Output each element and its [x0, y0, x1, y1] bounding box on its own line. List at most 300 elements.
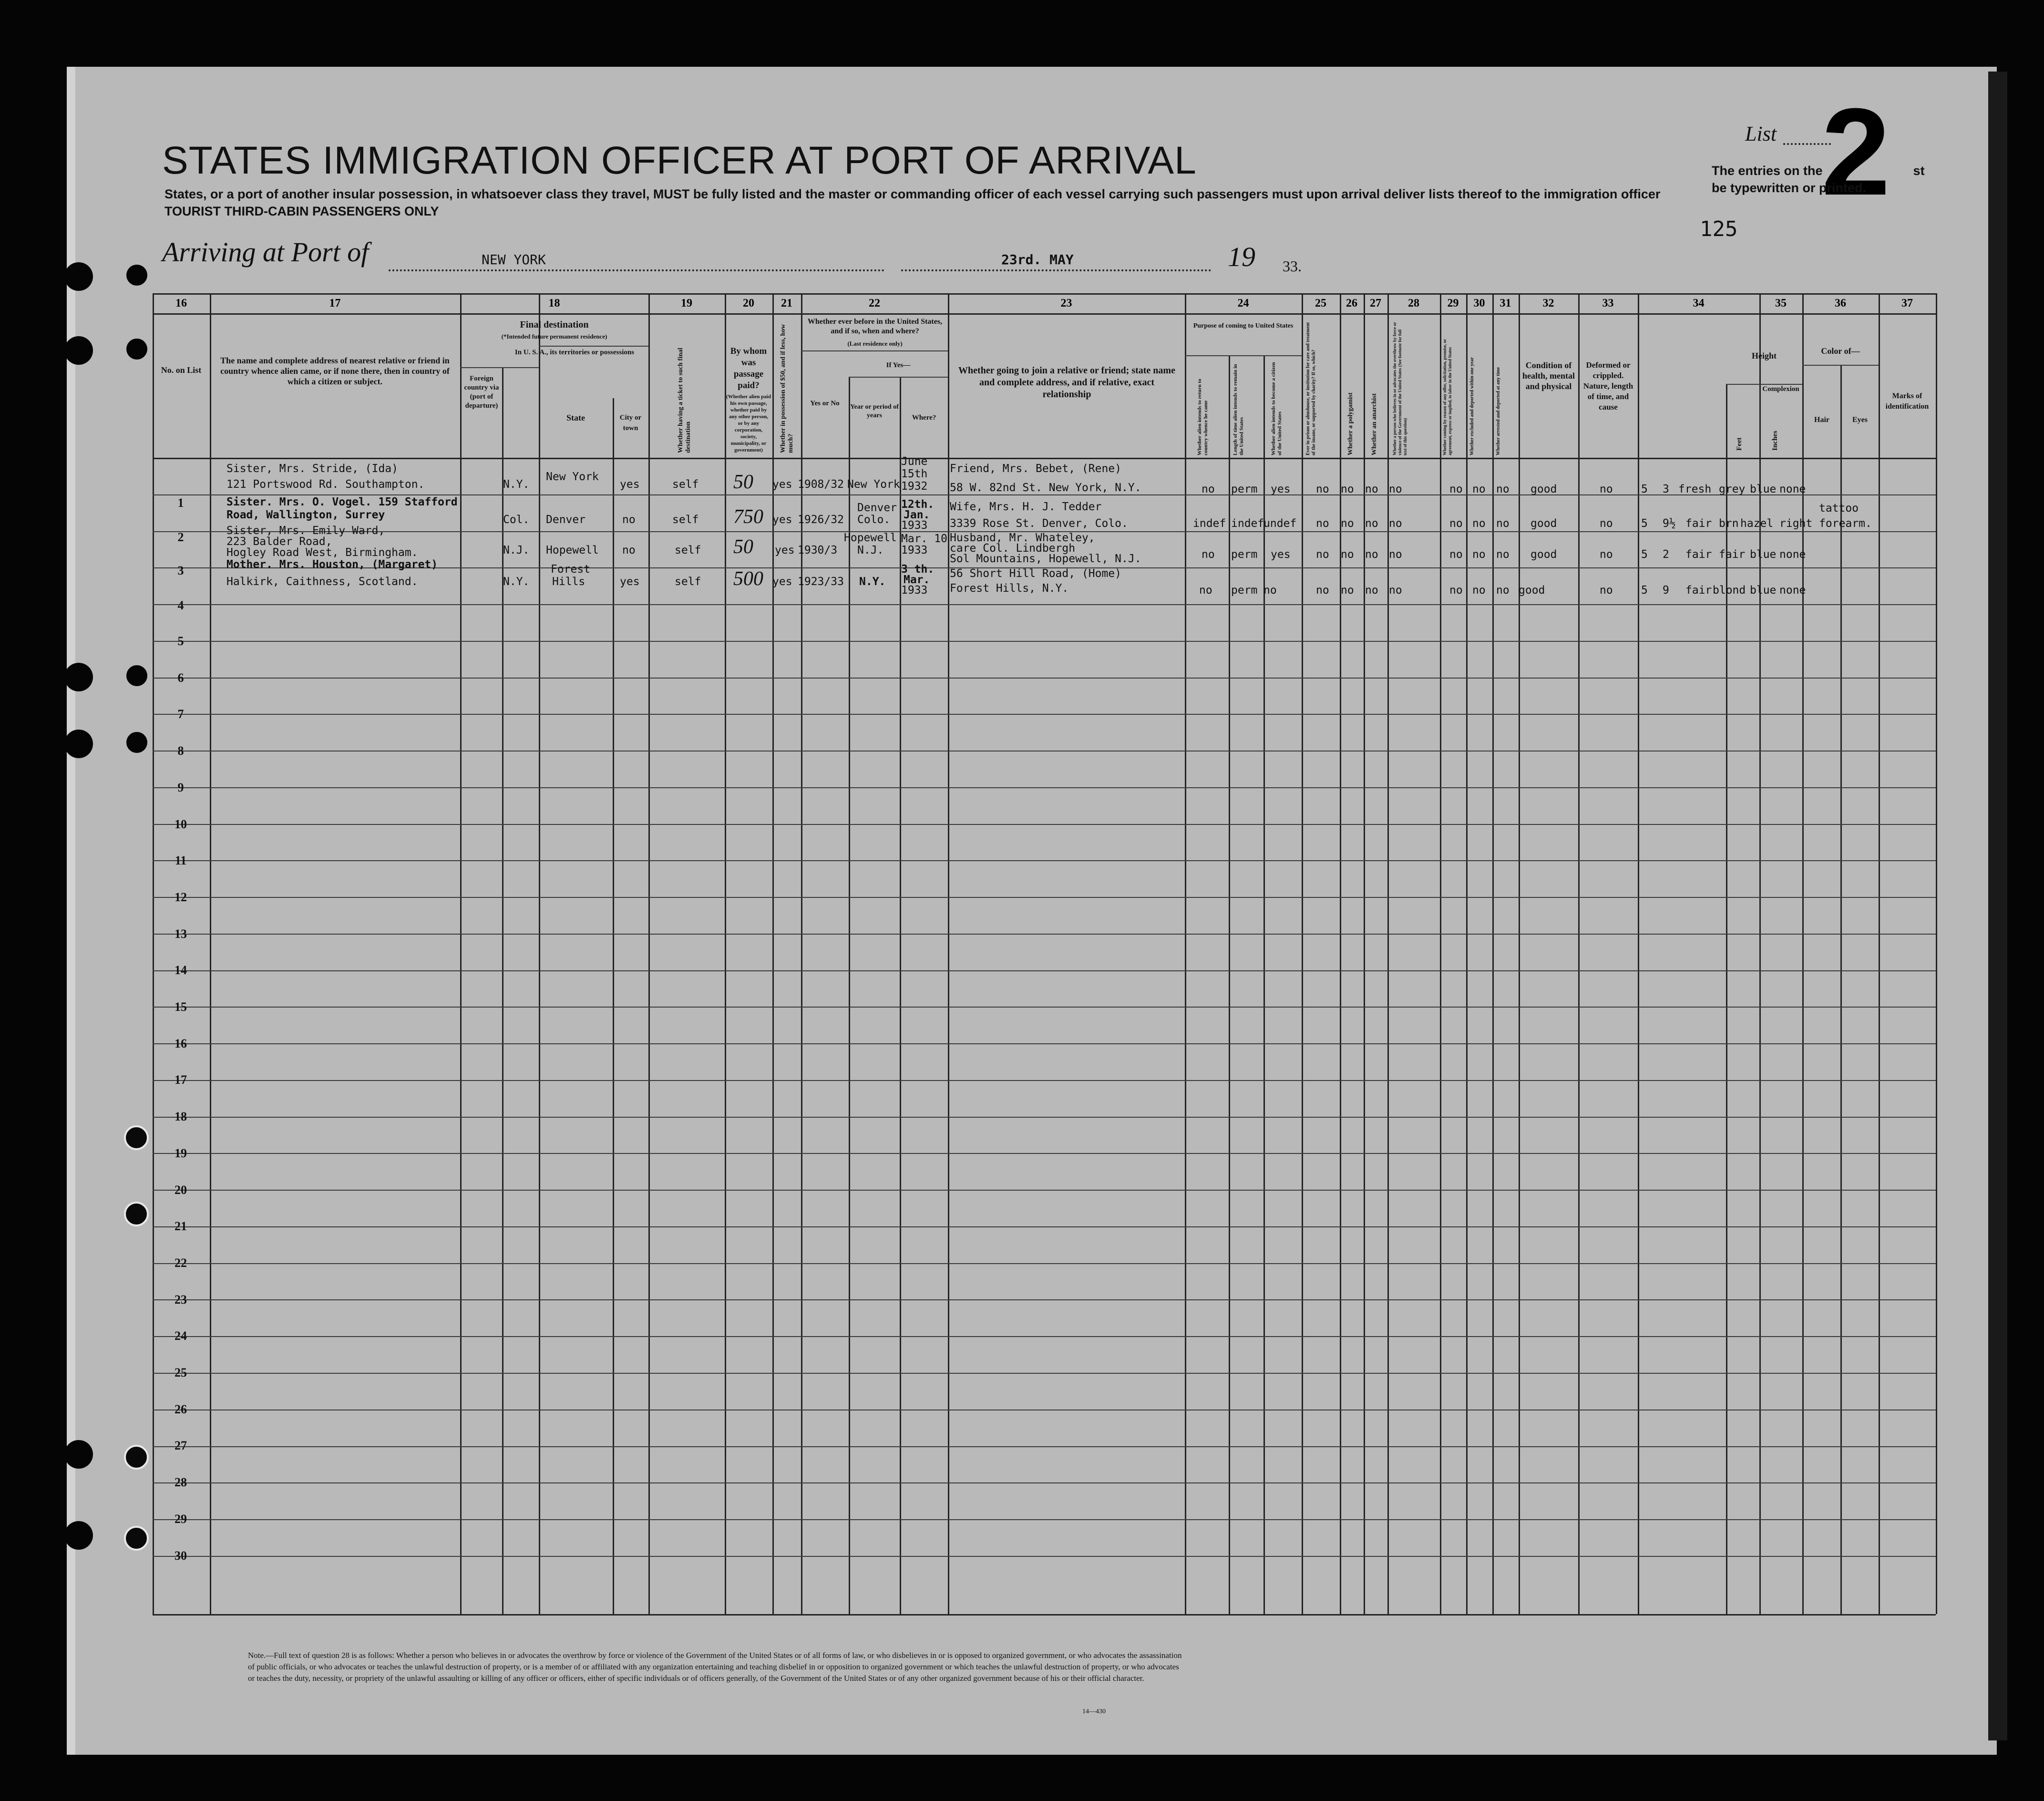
row4-health: good	[1519, 584, 1545, 597]
row3-relative-line3: Hogley Road West, Birmingham.	[226, 546, 418, 559]
row3-q28: no	[1389, 548, 1402, 561]
col-number: 33	[1602, 297, 1614, 309]
col-rule	[1519, 293, 1520, 1614]
row4-poly: no	[1341, 584, 1354, 597]
col-number: 37	[1901, 297, 1913, 309]
row2-inches: 9½	[1663, 517, 1676, 530]
page-number: 125	[1700, 217, 1738, 241]
heading-purpose-length: Length of time alien intends to remain in the United States	[1233, 364, 1244, 455]
row1-complexion: fresh	[1678, 483, 1712, 495]
row2-stay: indef	[1231, 517, 1264, 530]
row1-health: good	[1530, 483, 1557, 495]
binder-hole	[124, 1125, 149, 1150]
row1-relative-line1: Sister, Mrs. Stride, (Ida)	[226, 463, 399, 475]
row-rule	[153, 641, 1936, 642]
row3-health: good	[1530, 548, 1557, 561]
row4-eyes: blue	[1750, 584, 1777, 597]
row2-q29: no	[1449, 517, 1463, 530]
row-number: 5	[177, 634, 184, 648]
row4-return: no	[1199, 584, 1212, 597]
row2-prison: no	[1316, 517, 1329, 530]
row1-return: no	[1202, 483, 1215, 495]
row4-stay: perm	[1231, 584, 1258, 597]
col-rule	[613, 398, 614, 1614]
binder-hole	[64, 1521, 93, 1550]
row-number: 12	[175, 890, 187, 904]
col-number: 23	[1060, 297, 1072, 309]
header-subrule	[539, 346, 648, 347]
row1-hair: grey	[1719, 483, 1746, 495]
row-rule	[153, 678, 1936, 679]
header-subrule	[801, 350, 948, 351]
row4-citizen: no	[1263, 584, 1277, 597]
heading-polygamist: Whether a polygamist	[1347, 392, 1354, 455]
table-rule	[153, 1614, 1936, 1616]
row-number: 1	[177, 496, 184, 510]
header-subrule	[849, 377, 948, 378]
heading-height: Height	[1752, 351, 1777, 360]
row-number: 6	[177, 671, 184, 685]
row2-feet: 5	[1641, 517, 1648, 530]
row1-city: New York	[546, 471, 599, 483]
row4-ever: yes	[772, 576, 792, 588]
subtitle-instructions: States, or a port of another insular possession, in whatsoever class they travel, MUST be fully listed and the master or commanding officer of each vessel carrying such passengers must upon arrival deliver lists thereof to the immigration officer	[164, 187, 1661, 201]
col-rule	[1879, 293, 1880, 1614]
row1-relative-line2: 121 Portswood Rd. Southampton.	[226, 478, 425, 491]
row1-q29: no	[1449, 483, 1463, 495]
row4-city-line1: Forest	[551, 563, 591, 576]
row1-ever: yes	[772, 478, 792, 491]
col-rule	[1302, 293, 1303, 1614]
row1-deformed: no	[1600, 483, 1613, 495]
row2-complexion: fair	[1685, 517, 1712, 530]
heading-color-of: Color of—	[1821, 346, 1860, 356]
row-number: 3	[177, 564, 184, 577]
row1-feet: 5	[1641, 483, 1648, 495]
heading-year-period: Year or period of years	[850, 403, 899, 419]
heading-state: State	[566, 413, 585, 422]
heading-in-usa: In U. S. A., its territories or possessions	[514, 349, 635, 356]
row1-eyes: blue	[1750, 483, 1777, 495]
col-number: 28	[1408, 297, 1419, 309]
heading-where: Where?	[912, 414, 936, 422]
row-rule	[153, 1080, 1936, 1081]
sheet-edge	[1988, 72, 2007, 1740]
row1-join-line1: Friend, Mrs. Bebet, (Rene)	[950, 463, 1122, 475]
row4-inches: 9	[1663, 584, 1669, 597]
row-rule	[153, 1263, 1936, 1264]
row4-relative-line2: Halkirk, Caithness, Scotland.	[226, 576, 418, 588]
col-rule	[772, 293, 774, 1614]
binder-hole	[126, 265, 147, 286]
col-number: 22	[869, 297, 880, 309]
row2-where-line1: Denver	[857, 502, 897, 514]
arrival-date: 23rd. MAY	[1001, 252, 1074, 268]
col-rule	[648, 293, 650, 1614]
row2-state: Col.	[503, 514, 530, 526]
subtitle-class: TOURIST THIRD-CABIN PASSENGERS ONLY	[164, 204, 439, 218]
row3-where-line1: Hopewell	[844, 532, 897, 544]
row-rule	[153, 1226, 1936, 1227]
row1-stay: perm	[1231, 483, 1258, 495]
heading-hair: Hair	[1814, 416, 1829, 424]
row3-city: Hopewell	[546, 544, 599, 556]
col-number: 36	[1835, 297, 1846, 309]
col-number: 21	[781, 297, 792, 309]
row2-q30: no	[1472, 517, 1486, 530]
row3-poly: no	[1341, 548, 1354, 561]
row3-anarch: no	[1365, 548, 1378, 561]
col-number: 29	[1447, 297, 1459, 309]
col-rule	[460, 293, 462, 1614]
row1-q28: no	[1389, 483, 1402, 495]
row3-paid: self	[675, 544, 701, 556]
row3-money: 50	[733, 536, 753, 558]
row-rule	[153, 1153, 1936, 1154]
row2-join-line1: Wife, Mrs. H. J. Tedder	[950, 501, 1102, 513]
row-number: 9	[177, 781, 184, 794]
col-rule	[1466, 293, 1468, 1614]
col-rule	[1638, 293, 1639, 1614]
row3-marks: none	[1779, 548, 1806, 561]
row1-where: New York	[847, 478, 900, 491]
col-number: 31	[1500, 297, 1511, 309]
table-rule	[153, 293, 1936, 295]
col-number: 26	[1346, 297, 1357, 309]
row3-complexion: fair	[1685, 548, 1712, 561]
row-number: 27	[175, 1439, 187, 1452]
row-number: 7	[177, 707, 184, 721]
row3-prison: no	[1316, 548, 1329, 561]
form-number: 14—430	[1082, 1708, 1106, 1715]
row2-return: indef	[1193, 517, 1226, 530]
heading-feet: Feet	[1736, 437, 1743, 451]
row-number: 24	[175, 1329, 187, 1343]
heading-if-yes: If Yes—	[886, 361, 911, 369]
entries-note	[1712, 162, 1925, 196]
row2-relative-line2: Road, Wallington, Surrey	[226, 509, 385, 521]
row3-ever: yes	[775, 544, 795, 556]
col-number: 18	[548, 297, 560, 309]
row-rule	[153, 1336, 1936, 1337]
col-number: 32	[1542, 297, 1554, 309]
row-rule	[153, 714, 1936, 715]
row4-years: 1923/33	[798, 576, 844, 588]
col-number: 20	[743, 297, 754, 309]
row-number: 15	[175, 1000, 187, 1014]
col-rule	[1492, 293, 1494, 1614]
row-rule	[153, 1117, 1936, 1118]
row-number: 30	[175, 1549, 187, 1563]
col-rule	[1440, 293, 1441, 1614]
col-number: 17	[329, 297, 341, 309]
col-number: 19	[681, 297, 692, 309]
row3-stay: perm	[1231, 548, 1258, 561]
row-rule	[153, 897, 1936, 898]
row4-paid: self	[675, 576, 701, 588]
row3-deformed: no	[1600, 548, 1613, 561]
binder-hole	[126, 665, 147, 686]
row-rule	[153, 1373, 1936, 1374]
row-number: 29	[175, 1512, 187, 1526]
col-number: 35	[1775, 297, 1787, 309]
header-subrule	[1185, 355, 1302, 356]
col-number: 16	[175, 297, 187, 309]
heading-q30: Whether excluded and deported within one year	[1469, 357, 1475, 455]
row1-inches: 3	[1663, 483, 1669, 495]
heading-ever-before-note: (Last residence only)	[847, 340, 903, 347]
row2-city: Denver	[546, 514, 586, 526]
row-number: 2	[177, 530, 184, 544]
row-number: 17	[175, 1073, 187, 1087]
row-rule	[153, 787, 1936, 788]
row3-q31: no	[1496, 548, 1510, 561]
row3-join-line2: care Col. Lindbergh	[950, 542, 1076, 555]
row2-dep-line2: Jan.	[904, 509, 930, 521]
row4-money: 500	[733, 568, 763, 590]
col-number: 27	[1370, 297, 1381, 309]
row2-money: 750	[733, 506, 763, 528]
row-number: 14	[175, 963, 187, 977]
col-rule	[1263, 355, 1265, 1614]
heading-deformed: Deformed or crippled. Nature, length of time, and cause	[1583, 360, 1633, 412]
row-rule	[153, 860, 1936, 861]
row3-relative-line1: Sister, Mrs. Emily Ward,	[226, 525, 385, 537]
year-suffix: 33.	[1283, 257, 1302, 275]
entries-note-line1: The entries on the	[1712, 164, 1823, 178]
heading-health: Condition of health, mental and physical	[1522, 360, 1575, 391]
list-number: 2	[1821, 83, 1890, 221]
heading-complexion: Complexion	[1762, 385, 1799, 393]
row4-dep-line1: 3 th.	[901, 563, 935, 576]
row3-q30: no	[1472, 548, 1486, 561]
heading-q31: Whether arrested and deported at any time	[1496, 367, 1501, 455]
col-rule	[801, 293, 802, 1614]
row1-anarch: no	[1365, 483, 1378, 495]
row-rule	[153, 1299, 1936, 1300]
row4-complexion: fair	[1685, 584, 1712, 597]
row3-dep-line2: 1933	[901, 544, 928, 556]
row-rule	[153, 1556, 1936, 1557]
row1-dep-line3: 1932	[901, 480, 928, 493]
row4-hair: blond	[1713, 584, 1746, 597]
row-number: 26	[175, 1402, 187, 1416]
row-number: 28	[175, 1475, 187, 1489]
row2-deformed: no	[1600, 517, 1613, 530]
row2-ever: yes	[772, 514, 792, 526]
row1-marks: none	[1779, 483, 1806, 495]
row3-eyes: blue	[1750, 548, 1777, 561]
manifest-table	[153, 293, 1936, 1614]
row-number: 13	[175, 927, 187, 941]
row-number: 25	[175, 1366, 187, 1379]
heading-possession: Whether in possession of $50, and if less, how much?	[780, 324, 794, 453]
col-number: 24	[1237, 297, 1249, 309]
binder-hole	[64, 730, 93, 758]
col-rule	[849, 377, 850, 1614]
row3-ticket: no	[622, 544, 636, 556]
binder-hole	[124, 1526, 149, 1551]
row2-hair: brn	[1719, 517, 1739, 530]
heading-by-whom-note: (Whether alien paid his own passage, whether paid by any other person, or by any corporation, society, municipality, or government)	[726, 394, 771, 453]
heading-purpose: Purpose of coming to United States	[1193, 322, 1294, 329]
row-number: 21	[175, 1219, 187, 1233]
row4-city: Hills	[552, 576, 585, 588]
row-rule	[153, 934, 1936, 935]
row4-q30: no	[1472, 584, 1486, 597]
row2-poly: no	[1341, 517, 1354, 530]
row4-join-line1: 56 Short Hill Road, (Home)	[950, 567, 1122, 580]
col-rule	[900, 377, 901, 1614]
row1-q31: no	[1496, 483, 1510, 495]
row3-dep-line1: Mar. 10	[901, 533, 947, 545]
heading-purpose-citizen: Whether alien intends to become a citizen of the United States	[1271, 362, 1283, 455]
row1-years: 1908/32	[798, 478, 844, 491]
row2-health: good	[1530, 517, 1557, 530]
row3-return: no	[1202, 548, 1215, 561]
row4-feet: 5	[1641, 584, 1648, 597]
row2-marks: right forearm.	[1779, 517, 1872, 530]
heading-ever-before: Whether ever before in the United States, and if so, when and where?	[807, 318, 943, 335]
heading-purpose-return: Whether alien intends to return to country whence he came	[1197, 379, 1209, 455]
row2-marks-line1: tattoo	[1819, 502, 1859, 515]
binder-hole	[126, 339, 147, 360]
row1-citizen: yes	[1271, 483, 1291, 495]
col-number: 30	[1473, 297, 1485, 309]
row2-eyes: hazel	[1740, 517, 1774, 530]
row4-relative-line1: Mother. Mrs. Houston, (Margaret)	[226, 558, 438, 571]
col-rule	[1185, 293, 1186, 1614]
row4-state: N.Y.	[503, 576, 530, 588]
row4-deformed: no	[1600, 584, 1613, 597]
row1-join-line2: 58 W. 82nd St. New York, N.Y.	[950, 482, 1141, 494]
row3-citizen: yes	[1271, 548, 1291, 561]
heading-final-destination: Final destination	[520, 319, 589, 330]
row2-ticket: no	[622, 514, 636, 526]
row3-feet: 5	[1641, 548, 1648, 561]
heading-marks: Marks of identification	[1885, 392, 1929, 411]
row-number: 19	[175, 1146, 187, 1160]
row-rule	[153, 824, 1936, 825]
row-number: 8	[177, 744, 184, 758]
row1-state: N.Y.	[503, 478, 530, 491]
row4-ticket: yes	[620, 576, 640, 588]
col-rule	[1936, 293, 1937, 1614]
heading-anarchist: Whether an anarchist	[1371, 393, 1378, 455]
row2-citizen: undef	[1263, 517, 1297, 530]
col-number: 25	[1315, 297, 1326, 309]
row4-dep-line2: Mar.	[904, 574, 930, 586]
row4-q29: no	[1449, 584, 1463, 597]
binder-hole	[64, 262, 93, 291]
row1-prison: no	[1316, 483, 1329, 495]
heading-prison: Ever in prison or almshouse, or institution for care and treatment of the insane, or supported by charity? If so, which?	[1305, 322, 1316, 455]
heading-ticket: Whether having a ticket to such final destination	[677, 348, 692, 453]
col-rule	[1726, 384, 1727, 1614]
row4-q28: no	[1389, 584, 1402, 597]
row3-years: 1930/3	[798, 544, 838, 556]
heading-q29: Whether coming by reason of any offer, solicitation, promise, or agreement, express or implied, to labor in the United States	[1442, 339, 1452, 455]
row3-hair: fair	[1719, 548, 1746, 561]
binder-hole	[124, 1445, 149, 1470]
row4-marks: none	[1779, 584, 1806, 597]
heading-final-destination-note: (*Intended future permanent residence)	[501, 333, 607, 340]
row2-dep-line3: 1933	[901, 519, 928, 532]
row-number: 23	[175, 1293, 187, 1307]
row-rule	[153, 970, 1936, 971]
row1-q30: no	[1472, 483, 1486, 495]
row-rule	[153, 1519, 1936, 1520]
row-rule	[153, 604, 1936, 605]
row4-where: N.Y.	[859, 576, 886, 588]
row2-join-line2: 3339 Rose St. Denver, Colo.	[950, 517, 1128, 530]
entries-note-line2: be typewritten or printed.	[1712, 181, 1867, 195]
col-rule	[725, 293, 726, 1614]
heading-eyes: Eyes	[1852, 416, 1868, 424]
row-number: 18	[175, 1110, 187, 1123]
row1-poly: no	[1341, 483, 1354, 495]
row3-join-line3: Sol Mountains, Hopewell, N.J.	[950, 553, 1141, 565]
heading-by-whom: By whom was passage paid?	[730, 346, 767, 391]
binder-hole	[64, 336, 93, 365]
heading-join-relative: Whether going to join a relative or friend; state name and complete address, and if relative, exact relationship	[958, 365, 1175, 400]
row3-state: N.J.	[503, 544, 530, 556]
row1-money: 50	[733, 471, 753, 493]
row4-join-line2: Forest Hills, N.Y.	[950, 582, 1069, 595]
binder-hole	[124, 1202, 149, 1226]
heading-foreign-country: Foreign country via (port of departure)	[464, 375, 499, 410]
heading-no-on-list: No. on List	[161, 365, 202, 375]
footnote-question-28: Note.—Full text of question 28 is as follows: Whether a person who believes in or advocates the overthrow by force or violence of the Government of the United States or of all forms of law, or who disbelieves in or is opposed to organized government, or who advocates the assassination of public officials, or who advocates or teaches the unlawful destruction of property, or is a member of or affiliated with any organization entertaining and teaching disbelief in or opposition to organized government or which teaches the unlawful destruction of property, or who advocates or teaches the duty, necessity, or propriety of the unlawful assaulting or killing of any officer or officers, either of specific individuals or of officers generally, of the Government of the United States or of any other organized government because of his or their official character.	[248, 1651, 1182, 1683]
col-rule	[948, 293, 949, 1614]
row-number: 4	[177, 598, 184, 612]
header-subrule	[1802, 365, 1879, 366]
row-number: 22	[175, 1256, 187, 1270]
row2-where: Colo.	[857, 514, 891, 526]
row-rule	[153, 1043, 1936, 1044]
port-value: NEW YORK	[482, 252, 546, 268]
binder-hole	[126, 732, 147, 753]
row2-dep-line1: 12th.	[901, 498, 935, 511]
row-rule	[153, 1007, 1936, 1008]
row2-years: 1926/32	[798, 514, 844, 526]
binder-hole	[64, 1440, 93, 1469]
page-title: STATES IMMIGRATION OFFICER AT PORT OF ARRIVAL	[162, 139, 1197, 182]
row2-q28: no	[1389, 517, 1402, 530]
row-rule	[153, 1446, 1936, 1447]
row3-q29: no	[1449, 548, 1463, 561]
table-rule	[153, 313, 1936, 315]
row2-anarch: no	[1365, 517, 1378, 530]
row4-anarch: no	[1365, 584, 1378, 597]
heading-nearest-relative: The name and complete address of nearest relative or friend in country whence alien came, or if none there, then in country of which a citizen or subject.	[220, 356, 450, 386]
table-rule	[153, 458, 1936, 459]
row-number: 20	[175, 1183, 187, 1197]
row3-relative-line2: 223 Balder Road,	[226, 535, 332, 548]
row1-dep-line2: 15th	[901, 468, 928, 480]
heading-city: City or town	[619, 414, 642, 432]
row2-paid: self	[672, 514, 699, 526]
heading-yes-or-no: Yes or No	[810, 400, 840, 407]
row3-inches: 2	[1663, 548, 1669, 561]
port-underline	[389, 269, 884, 271]
row2-q31: no	[1496, 517, 1510, 530]
col-rule	[210, 293, 211, 1614]
col-rule	[539, 293, 540, 1614]
heading-inches: Inches	[1771, 431, 1779, 451]
binder-hole	[64, 663, 93, 691]
row3-join-line1: Husband, Mr. Whateley,	[950, 532, 1095, 544]
